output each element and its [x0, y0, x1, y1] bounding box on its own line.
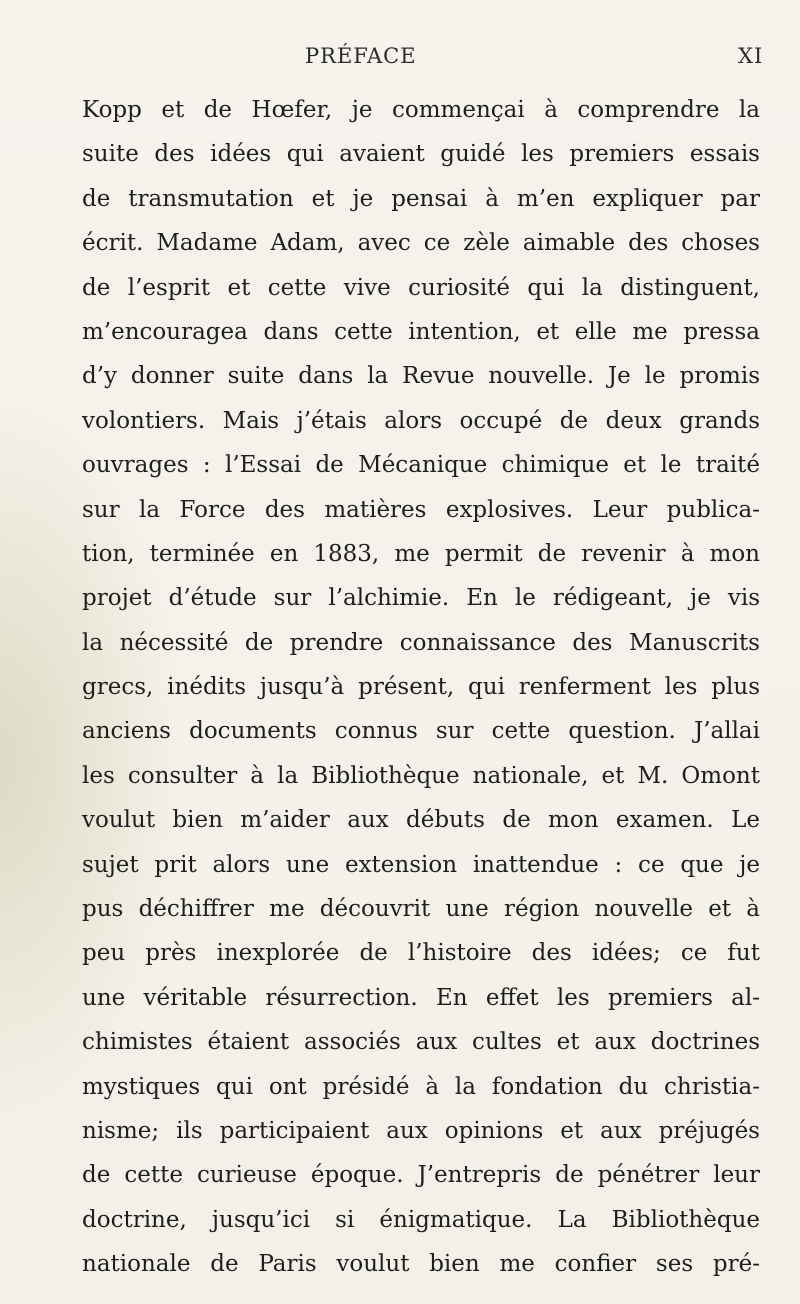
- page-number: XI: [738, 44, 764, 68]
- text-line: écrit. Madame Adam, avec ce zèle aimable des choses: [82, 230, 760, 257]
- text-line: sujet prit alors une extension inattendue : ce que je: [82, 851, 760, 878]
- text-line: de transmutation et je pensai à m’en expliquer par: [82, 185, 760, 212]
- running-head: [0, 44, 800, 74]
- text-line: de l’esprit et cette vive curiosité qui la distinguent,: [82, 274, 760, 301]
- text-line: voulut bien m’aider aux débuts de mon examen. Le: [82, 807, 760, 834]
- text-line: volontiers. Mais j’étais alors occupé de deux grands: [82, 407, 760, 434]
- text-line: les consulter à la Bibliothèque nationale, et M. Omont: [82, 762, 760, 789]
- text-line: chimistes étaient associés aux cultes et aux doctrines: [82, 1029, 760, 1056]
- text-line: m’encouragea dans cette intention, et elle me pressa: [82, 318, 760, 345]
- running-title: PRÉFACE: [305, 44, 417, 68]
- text-line: une véritable résurrection. En effet les premiers al-: [82, 984, 760, 1011]
- text-line: suite des idées qui avaient guidé les premiers essais: [82, 141, 760, 168]
- text-line: la nécessité de prendre connaissance des Manuscrits: [82, 629, 760, 656]
- text-line: nationale de Paris voulut bien me confier ses pré-: [82, 1251, 760, 1278]
- text-line: de cette curieuse époque. J’entrepris de pénétrer leur: [82, 1162, 760, 1189]
- body-text: [82, 88, 760, 1287]
- text-line: sur la Force des matières explosives. Leur publica-: [82, 496, 760, 523]
- text-line: mystiques qui ont présidé à la fondation du christia-: [82, 1073, 760, 1100]
- text-line: ouvrages : l’Essai de Mécanique chimique et le traité: [82, 452, 760, 479]
- text-line: d’y donner suite dans la Revue nouvelle. Je le promis: [82, 363, 760, 390]
- text-line: tion, terminée en 1883, me permit de revenir à mon: [82, 540, 760, 567]
- text-line: projet d’étude sur l’alchimie. En le rédigeant, je vis: [82, 585, 760, 612]
- text-line: grecs, inédits jusqu’à présent, qui renferment les plus: [82, 674, 760, 701]
- text-line: doctrine, jusqu’ici si énigmatique. La Bibliothèque: [82, 1206, 760, 1233]
- text-line: anciens documents connus sur cette question. J’allai: [82, 718, 760, 745]
- text-line: nisme; ils participaient aux opinions et aux préjugés: [82, 1117, 760, 1144]
- text-line: peu près inexplorée de l’histoire des idées; ce fut: [82, 940, 760, 967]
- text-line: Kopp et de Hœfer, je commençai à comprendre la: [82, 97, 760, 123]
- text-line: pus déchiffrer me découvrit une région nouvelle et à: [82, 896, 760, 923]
